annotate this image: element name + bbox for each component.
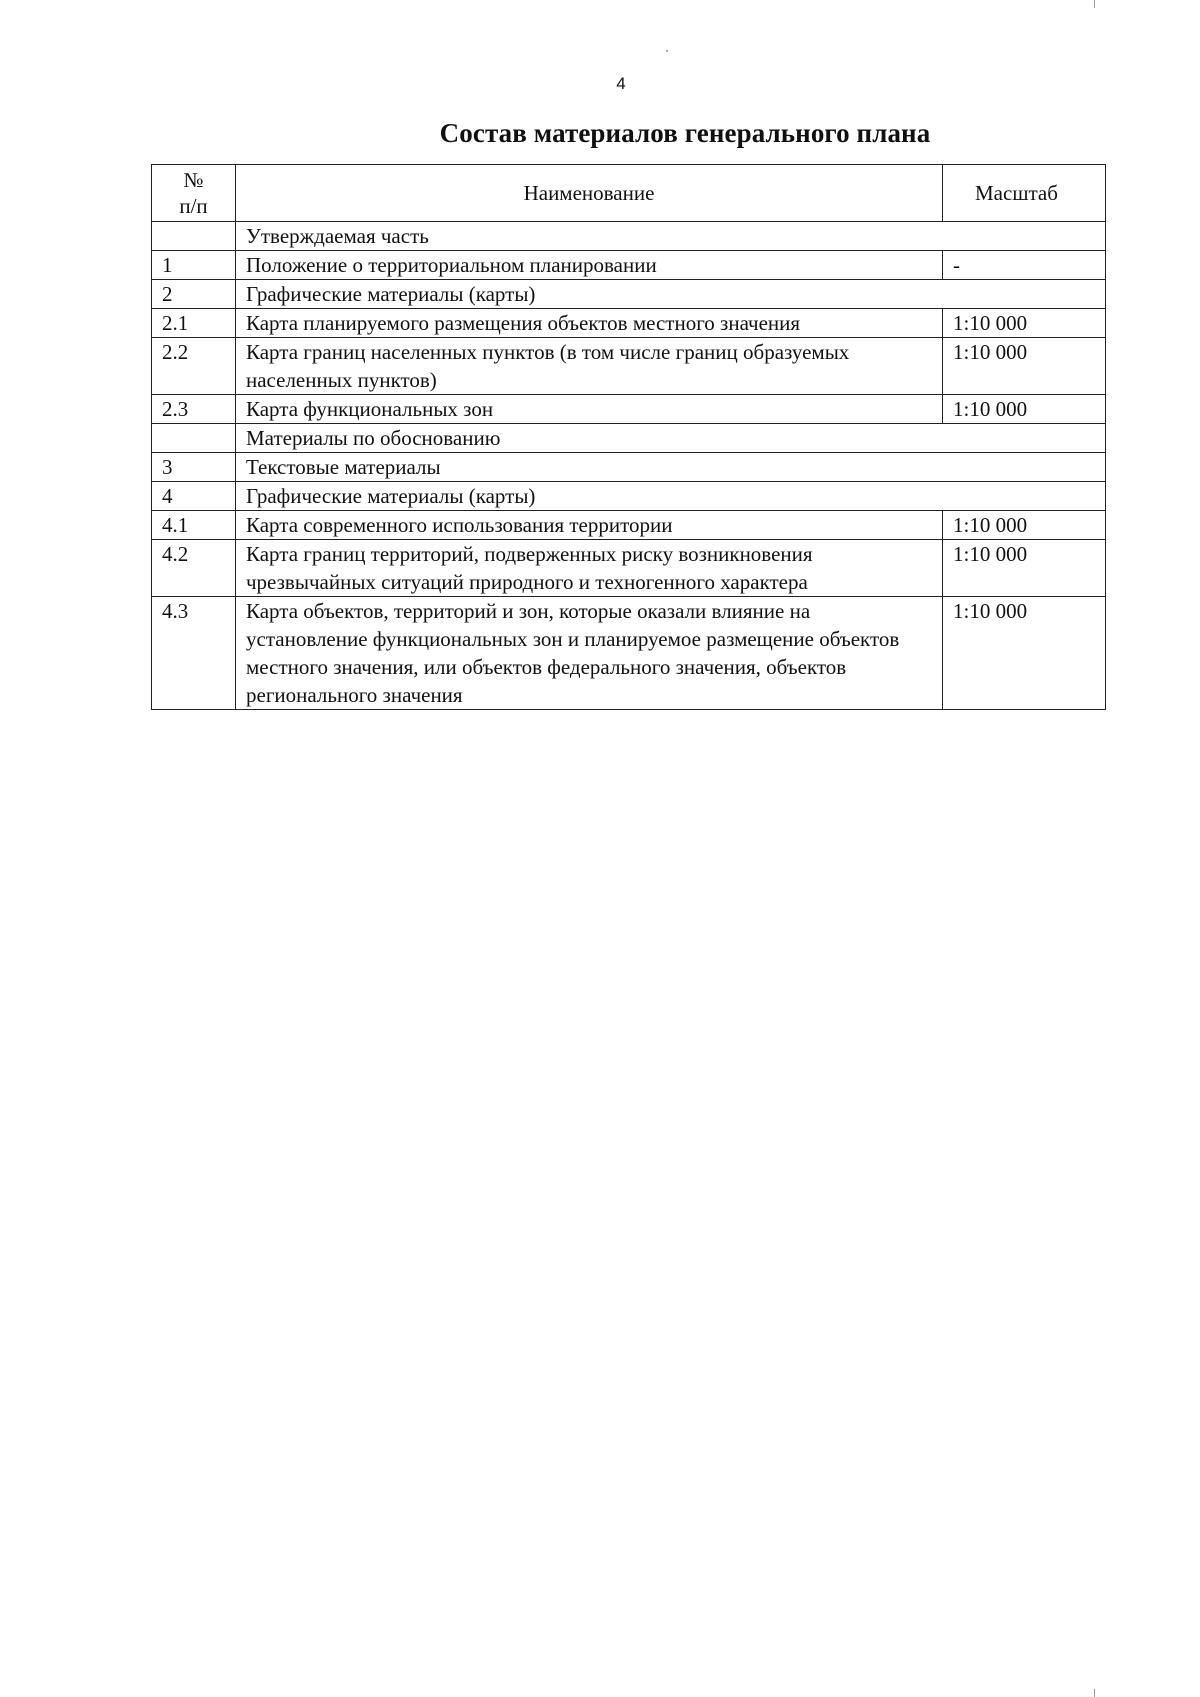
row-scale: -	[943, 251, 1106, 280]
row-name: Карта современного использования территории	[236, 511, 943, 540]
table-row	[152, 338, 1106, 395]
row-scale: 1:10 000	[943, 540, 1106, 597]
row-number: 2.2	[152, 338, 236, 395]
row-name: Карта границ территорий, подверженных риску возникновения чрезвычайных ситуаций природного и техногенного характера	[236, 540, 943, 597]
row-scale: 1:10 000	[943, 597, 1106, 710]
row-number: 3	[152, 453, 236, 482]
table-row	[152, 453, 1106, 482]
row-name: Карта объектов, территорий и зон, которые оказали влияние на установление функциональных зон и планируемое размещение объектов местного значения, или объектов федерального значения, объектов регионального значения	[236, 597, 943, 710]
table-row	[152, 540, 1106, 597]
row-name: Материалы по обоснованию	[236, 424, 1106, 453]
row-number: 4.2	[152, 540, 236, 597]
header-name: Наименование	[236, 165, 943, 222]
table-row	[152, 222, 1106, 251]
row-name: Карта функциональных зон	[236, 395, 943, 424]
scan-mark-bottom	[1094, 1689, 1095, 1697]
table-row	[152, 597, 1106, 710]
row-number: 2.1	[152, 309, 236, 338]
row-name: Карта планируемого размещения объектов местного значения	[236, 309, 943, 338]
row-number	[152, 222, 236, 251]
row-name: Графические материалы (карты)	[236, 280, 1106, 309]
header-scale: Масштаб	[943, 165, 1106, 222]
row-name: Текстовые материалы	[236, 453, 1106, 482]
table-row	[152, 424, 1106, 453]
table-row	[152, 251, 1106, 280]
row-number: 4	[152, 482, 236, 511]
table-row	[152, 309, 1106, 338]
row-number	[152, 424, 236, 453]
materials-table	[151, 164, 1106, 710]
row-scale: 1:10 000	[943, 309, 1106, 338]
row-number: 2	[152, 280, 236, 309]
header-row	[152, 165, 1106, 222]
row-number: 4.1	[152, 511, 236, 540]
table-row	[152, 482, 1106, 511]
row-number: 4.3	[152, 597, 236, 710]
row-scale: 1:10 000	[943, 511, 1106, 540]
scan-mark-top	[1094, 0, 1095, 8]
table-header	[152, 165, 1106, 222]
row-number: 2.3	[152, 395, 236, 424]
table-row	[152, 280, 1106, 309]
row-name: Графические материалы (карты)	[236, 482, 1106, 511]
table-body	[152, 222, 1106, 710]
document-title: Состав материалов генерального плана	[439, 118, 931, 148]
row-name: Карта границ населенных пунктов (в том числе границ образуемых населенных пунктов)	[236, 338, 943, 395]
table-row	[152, 395, 1106, 424]
row-name: Положение о территориальном планировании	[236, 251, 943, 280]
table-row	[152, 511, 1106, 540]
row-number: 1	[152, 251, 236, 280]
row-scale: 1:10 000	[943, 395, 1106, 424]
scan-dot	[666, 50, 668, 52]
header-num: № п/п	[152, 165, 236, 222]
row-scale: 1:10 000	[943, 338, 1106, 395]
row-name: Утверждаемая часть	[236, 222, 1106, 251]
page-number: 4	[616, 74, 626, 93]
